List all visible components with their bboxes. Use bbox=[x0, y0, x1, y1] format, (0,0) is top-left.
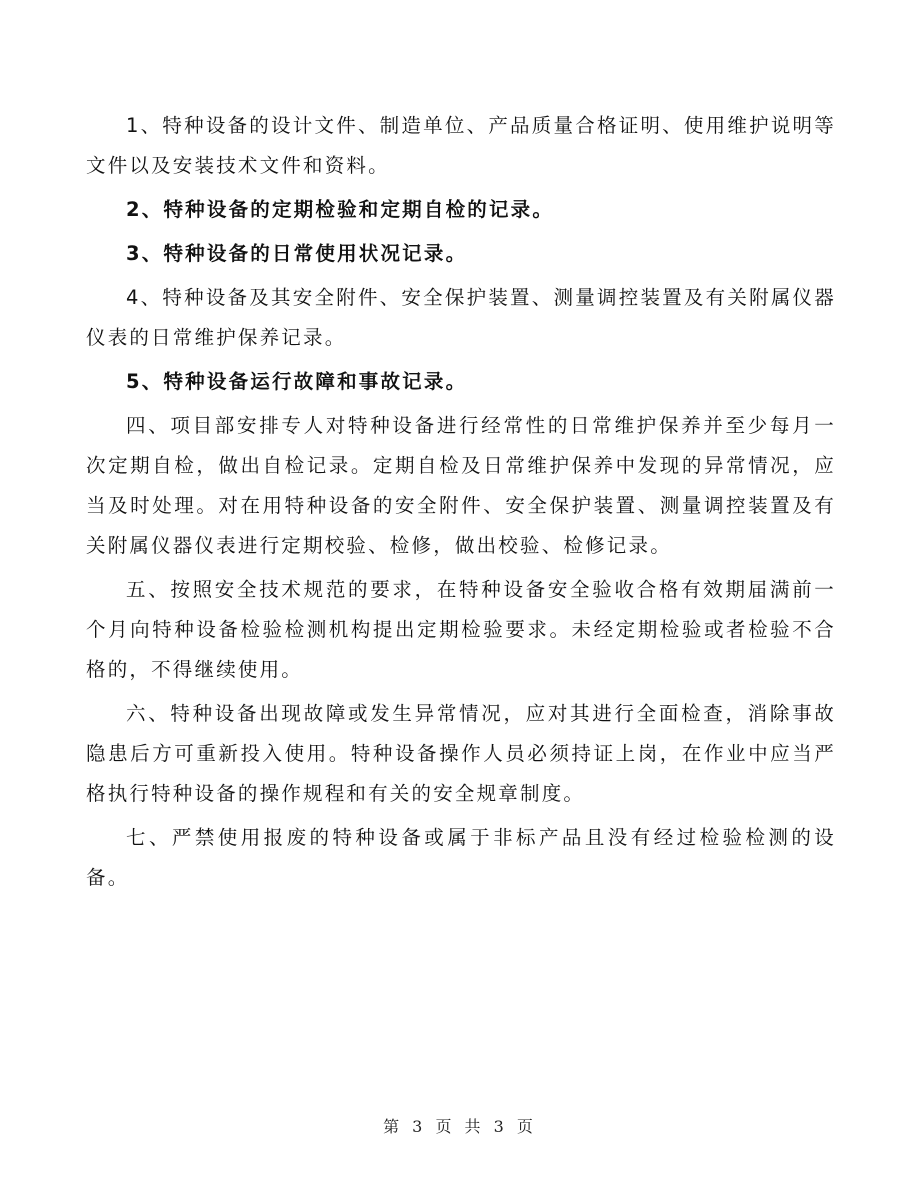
paragraph-1: 1、特种设备的设计文件、制造单位、产品质量合格证明、使用维护说明等文件以及安装技术文件和资料。 bbox=[86, 114, 836, 177]
document-body bbox=[86, 106, 836, 902]
paragraph-5: 5、特种设备运行故障和事故记录。 bbox=[126, 370, 468, 393]
paragraph-6: 四、项目部安排专人对特种设备进行经常性的日常维护保养并至少每月一次定期自检，做出自检记录。定期自检及日常维护保养中发现的异常情况，应当及时处理。对在用特种设备的安全附件、安全保护装置、测量调控装置及有关附属仪器仪表进行定期校验、检修，做出校验、检修记录。 bbox=[86, 414, 836, 557]
paragraph-9: 七、严禁使用报废的特种设备或属于非标产品且没有经过检验检测的设备。 bbox=[86, 826, 836, 889]
paragraph-4: 4、特种设备及其安全附件、安全保护装置、测量调控装置及有关附属仪器仪表的日常维护保养记录。 bbox=[86, 286, 836, 349]
paragraph-7: 五、按照安全技术规范的要求，在特种设备安全验收合格有效期届满前一个月向特种设备检验检测机构提出定期检验要求。未经定期检验或者检验不合格的，不得继续使用。 bbox=[86, 578, 836, 681]
paragraph-2: 2、特种设备的定期检验和定期自检的记录。 bbox=[126, 198, 555, 221]
paragraph-8: 六、特种设备出现故障或发生异常情况，应对其进行全面检查，消除事故隐患后方可重新投入使用。特种设备操作人员必须持证上岗，在作业中应当严格执行特种设备的操作规程和有关的安全规章制度。 bbox=[86, 702, 836, 805]
paragraph-3: 3、特种设备的日常使用状况记录。 bbox=[126, 242, 468, 265]
page-number-footer: 第 3 页 共 3 页 bbox=[383, 1117, 537, 1136]
